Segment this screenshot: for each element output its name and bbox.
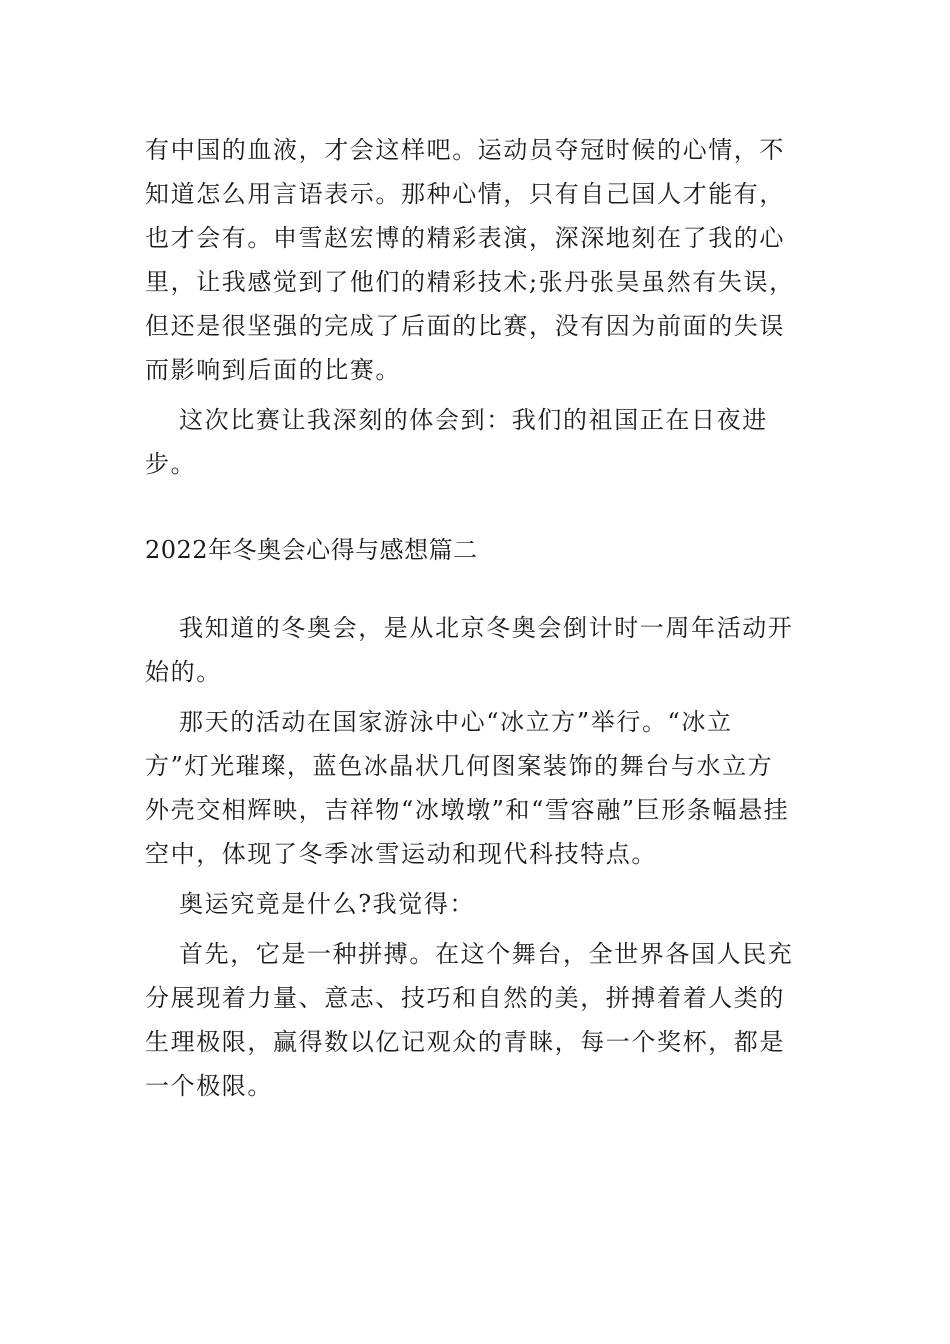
paragraph-conclusion: 这次比赛让我深刻的体会到：我们的祖国正在日夜进步。: [145, 406, 768, 478]
paragraph-ice-cube: 那天的活动在国家游泳中心“冰立方”举行。“冰立方”灯光璀璨，蓝色冰晶状几何图案装饰的舞台与水立方外壳交相辉映，吉祥物“冰墩墩”和“雪容融”巨形条幅悬挂空中，体现了冬季冰雪运动和现代科技特点。: [145, 708, 790, 868]
paragraph-intro: 我知道的冬奥会，是从北京冬奥会倒计时一周年活动开始的。: [145, 614, 794, 686]
paragraph-first-point: 首先，它是一种拼搏。在这个舞台，全世界各国人民充分展现着力量、意志、技巧和自然的美，拼搏着着人类的生理极限，赢得数以亿记观众的青睐，每一个奖杯，都是一个极限。: [145, 940, 794, 1100]
document-page: [145, 128, 795, 1110]
section-heading: 2022年冬奥会心得与感想篇二: [145, 536, 478, 564]
paragraph-question: 奥运究竟是什么?我觉得：: [179, 890, 476, 918]
paragraph-continuation: 有中国的血液，才会这样吧。运动员夺冠时候的心情，不知道怎么用言语表示。那种心情，只有自己国人才能有，也才会有。申雪赵宏博的精彩表演，深深地刻在了我的心里，让我感觉到了他们的精彩技术;张丹张昊虽然有失误，但还是很坚强的完成了后面的比赛，没有因为前面的失误而影响到后面的比赛。: [145, 136, 795, 384]
